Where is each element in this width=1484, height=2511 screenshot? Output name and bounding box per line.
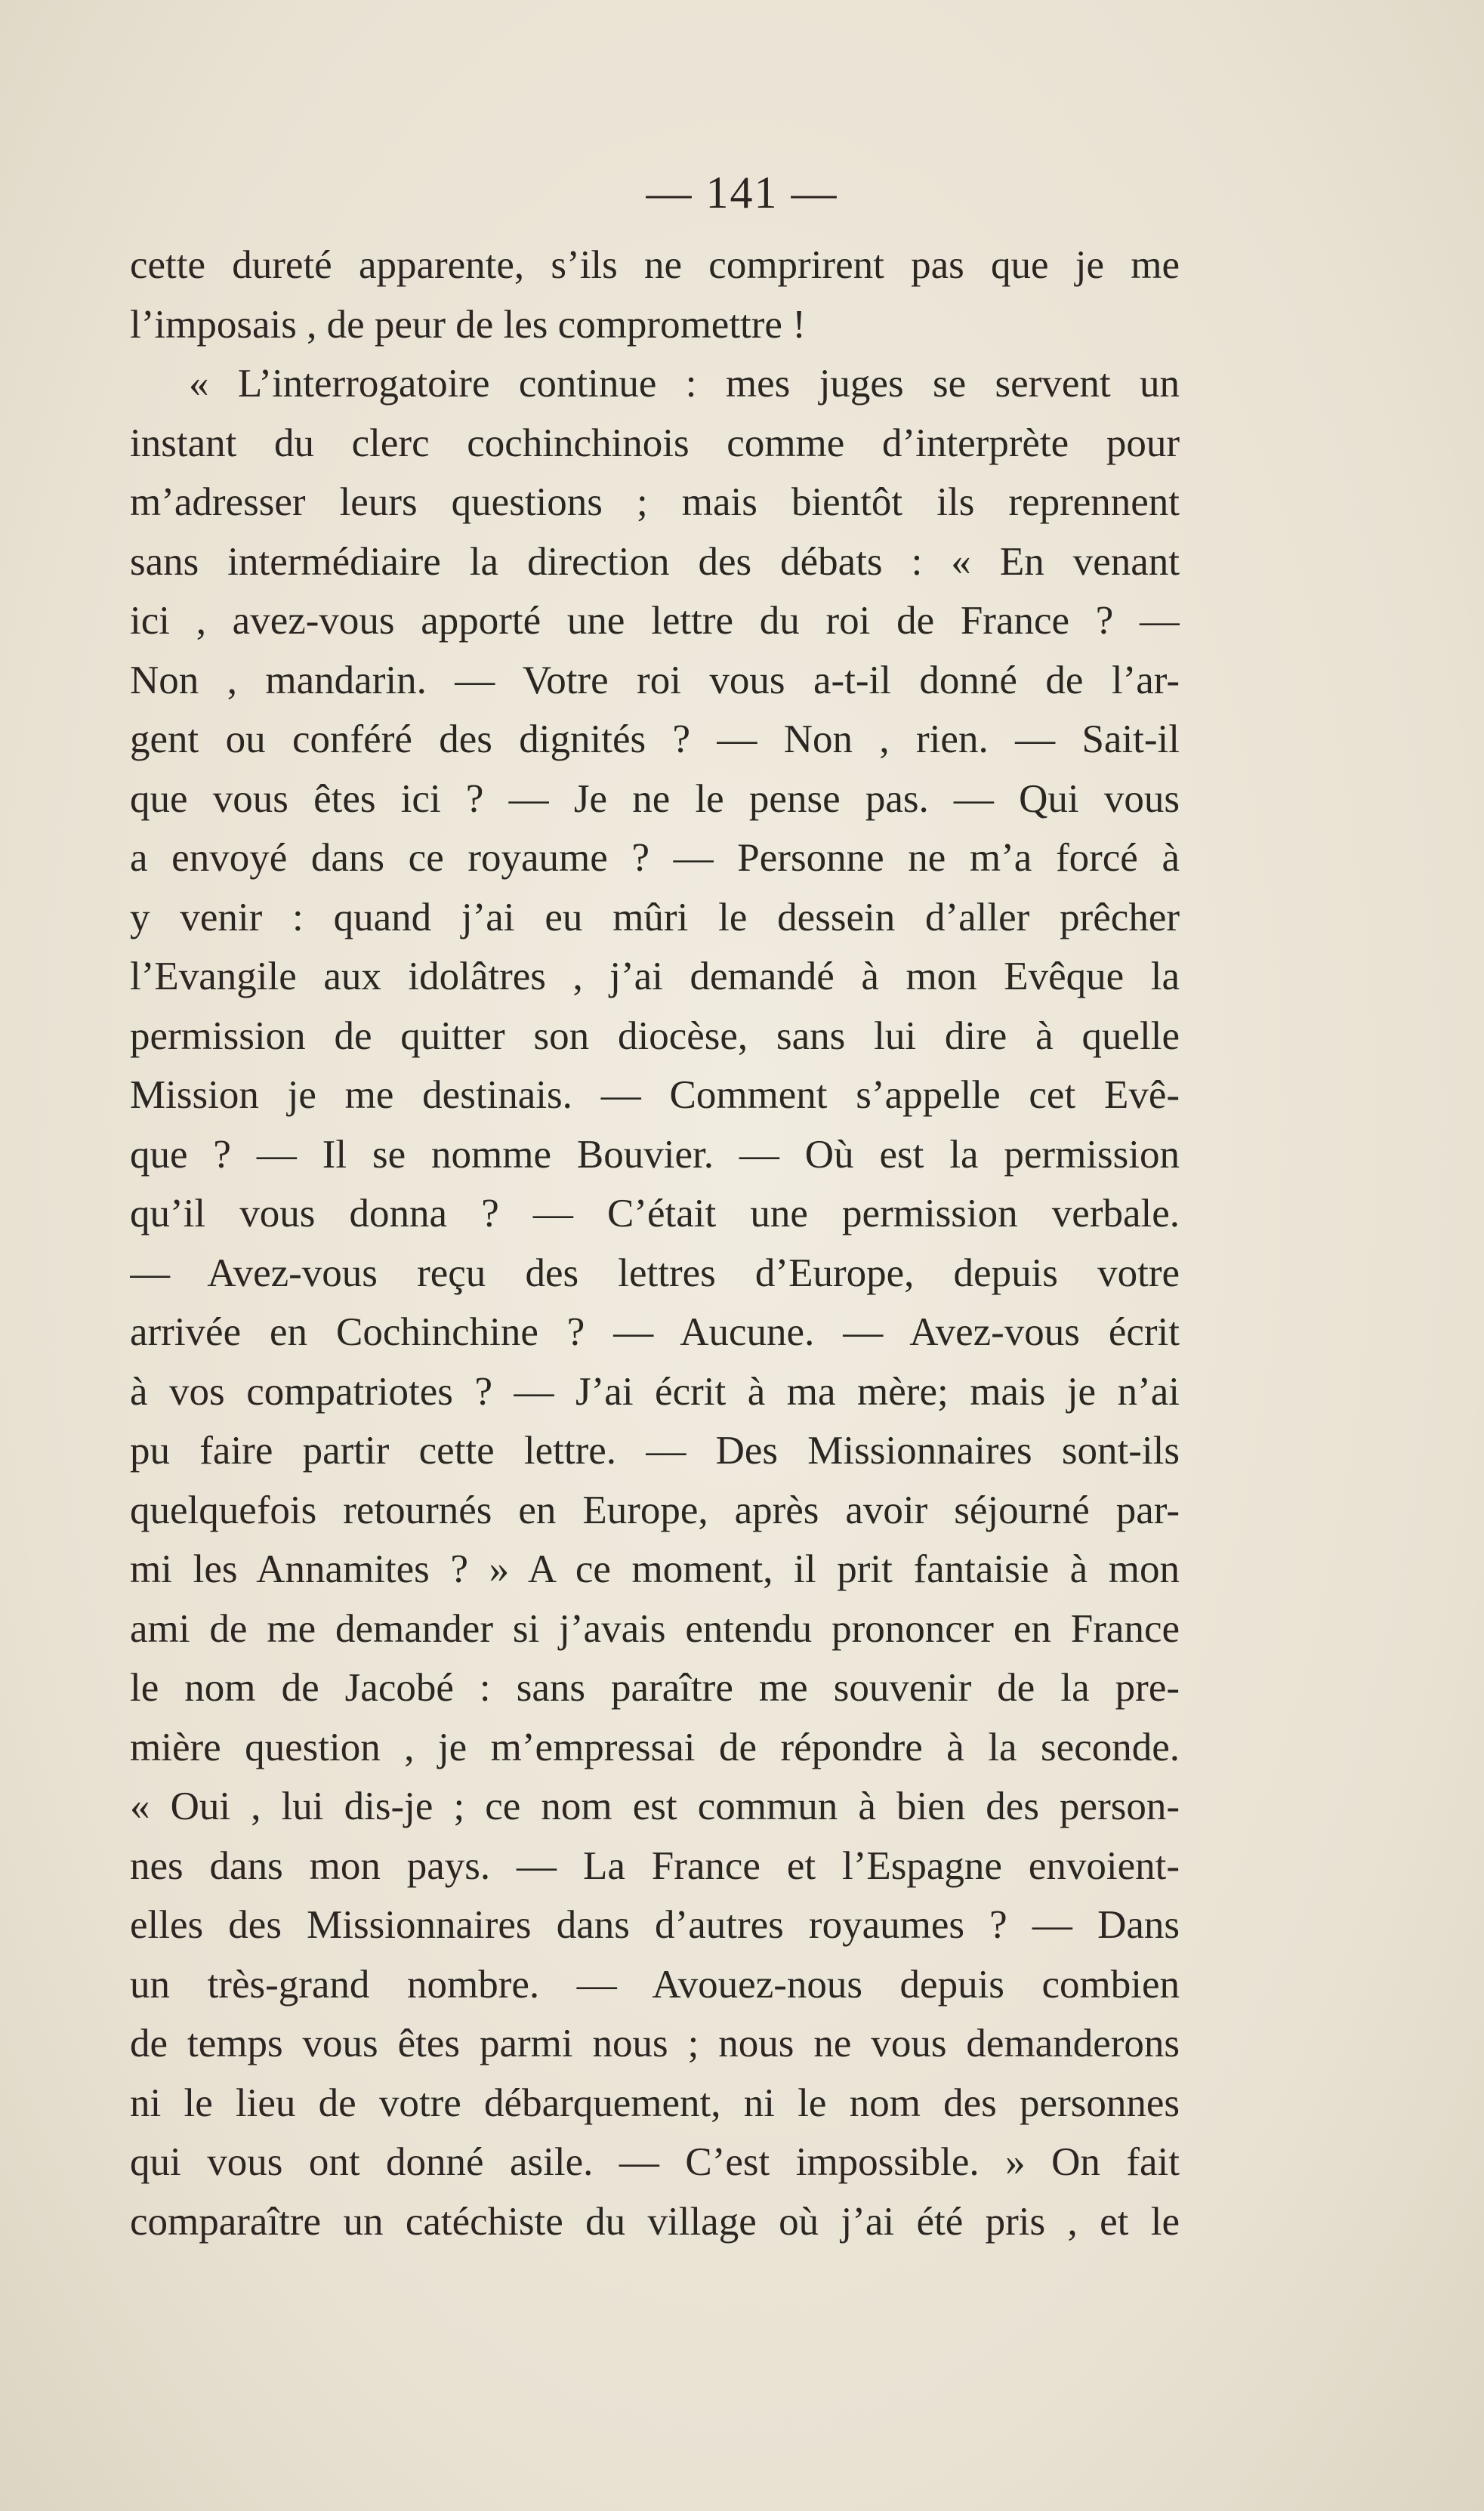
text-line: ami de me demander si j’avais entendu prononcer en France — [130, 1606, 1180, 1651]
text-line: à vos compatriotes ? — J’ai écrit à ma mère; mais je n’ai — [130, 1369, 1180, 1414]
text-line: ni le lieu de votre débarquement, ni le nom des personnes — [130, 2081, 1180, 2125]
text-line: mi les Annamites ? » A ce moment, il prit fantaisie à mon — [130, 1547, 1180, 1591]
text-line: m’adresser leurs questions ; mais bientôt ils reprennent — [130, 480, 1180, 524]
text-line: « L’interrogatoire continue : mes juges se servent un — [189, 362, 1180, 406]
body-text — [130, 236, 1180, 2251]
text-line: gent ou conféré des dignités ? — Non , rien. — Sait-il — [130, 717, 1180, 761]
text-line: le nom de Jacobé : sans paraître me souvenir de la pre- — [130, 1666, 1180, 1710]
text-line: a envoyé dans ce royaume ? — Personne ne m’a forcé à — [130, 836, 1180, 880]
text-line: l’Evangile aux idolâtres , j’ai demandé à mon Evêque la — [130, 955, 1180, 998]
text-line: « Oui , lui dis-je ; ce nom est commun à bien des person- — [130, 1785, 1180, 1828]
text-line: nes dans mon pays. — La France et l’Espagne envoient- — [130, 1843, 1180, 1888]
text-line: qu’il vous donna ? — C’était une permission verbale. — [130, 1192, 1180, 1235]
text-line: permission de quitter son diocèse, sans lui dire à quelle — [130, 1013, 1180, 1058]
text-line: un très-grand nombre. — Avouez-nous depuis combien — [130, 1962, 1180, 2007]
text-line: comparaître un catéchiste du village où j’ai été pris , et le — [130, 2199, 1180, 2244]
text-line: arrivée en Cochinchine ? — Aucune. — Avez-vous écrit — [130, 1310, 1180, 1354]
text-line: ici , avez-vous apporté une lettre du roi de France ? — — [130, 599, 1180, 643]
text-line: — Avez-vous reçu des lettres d’Europe, depuis votre — [130, 1251, 1180, 1295]
text-line: instant du clerc cochinchinois comme d’interprète pour — [130, 421, 1180, 465]
text-line: elles des Missionnaires dans d’autres royaumes ? — Dans — [130, 1903, 1180, 1947]
text-line: y venir : quand j’ai eu mûri le dessein d’aller prêcher — [130, 895, 1180, 939]
text-line: que ? — Il se nomme Bouvier. — Où est la permission — [130, 1132, 1180, 1177]
text-line: l’imposais , de peur de les compromettre ! — [130, 302, 806, 347]
text-line: cette dureté apparente, s’ils ne comprirent pas que je me — [130, 243, 1180, 287]
text-line: mière question , je m’empressai de répondre à la seconde. — [130, 1725, 1180, 1769]
page-number: — 141 — — [646, 168, 838, 217]
text-line: pu faire partir cette lettre. — Des Missionnaires sont-ils — [130, 1429, 1180, 1473]
text-line: qui vous ont donné asile. — C’est impossible. » On fait — [130, 2140, 1180, 2184]
text-line: Non , mandarin. — Votre roi vous a-t-il donné de l’ar- — [130, 658, 1180, 702]
text-line: de temps vous êtes parmi nous ; nous ne vous demanderons — [130, 2022, 1180, 2065]
text-line: Mission je me destinais. — Comment s’appelle cet Evê- — [130, 1073, 1180, 1117]
text-line: que vous êtes ici ? — Je ne le pense pas. — Qui vous — [130, 776, 1180, 821]
text-line: quelquefois retournés en Europe, après avoir séjourné par- — [130, 1488, 1180, 1532]
text-line: sans intermédiaire la direction des débats : « En venant — [130, 539, 1180, 584]
